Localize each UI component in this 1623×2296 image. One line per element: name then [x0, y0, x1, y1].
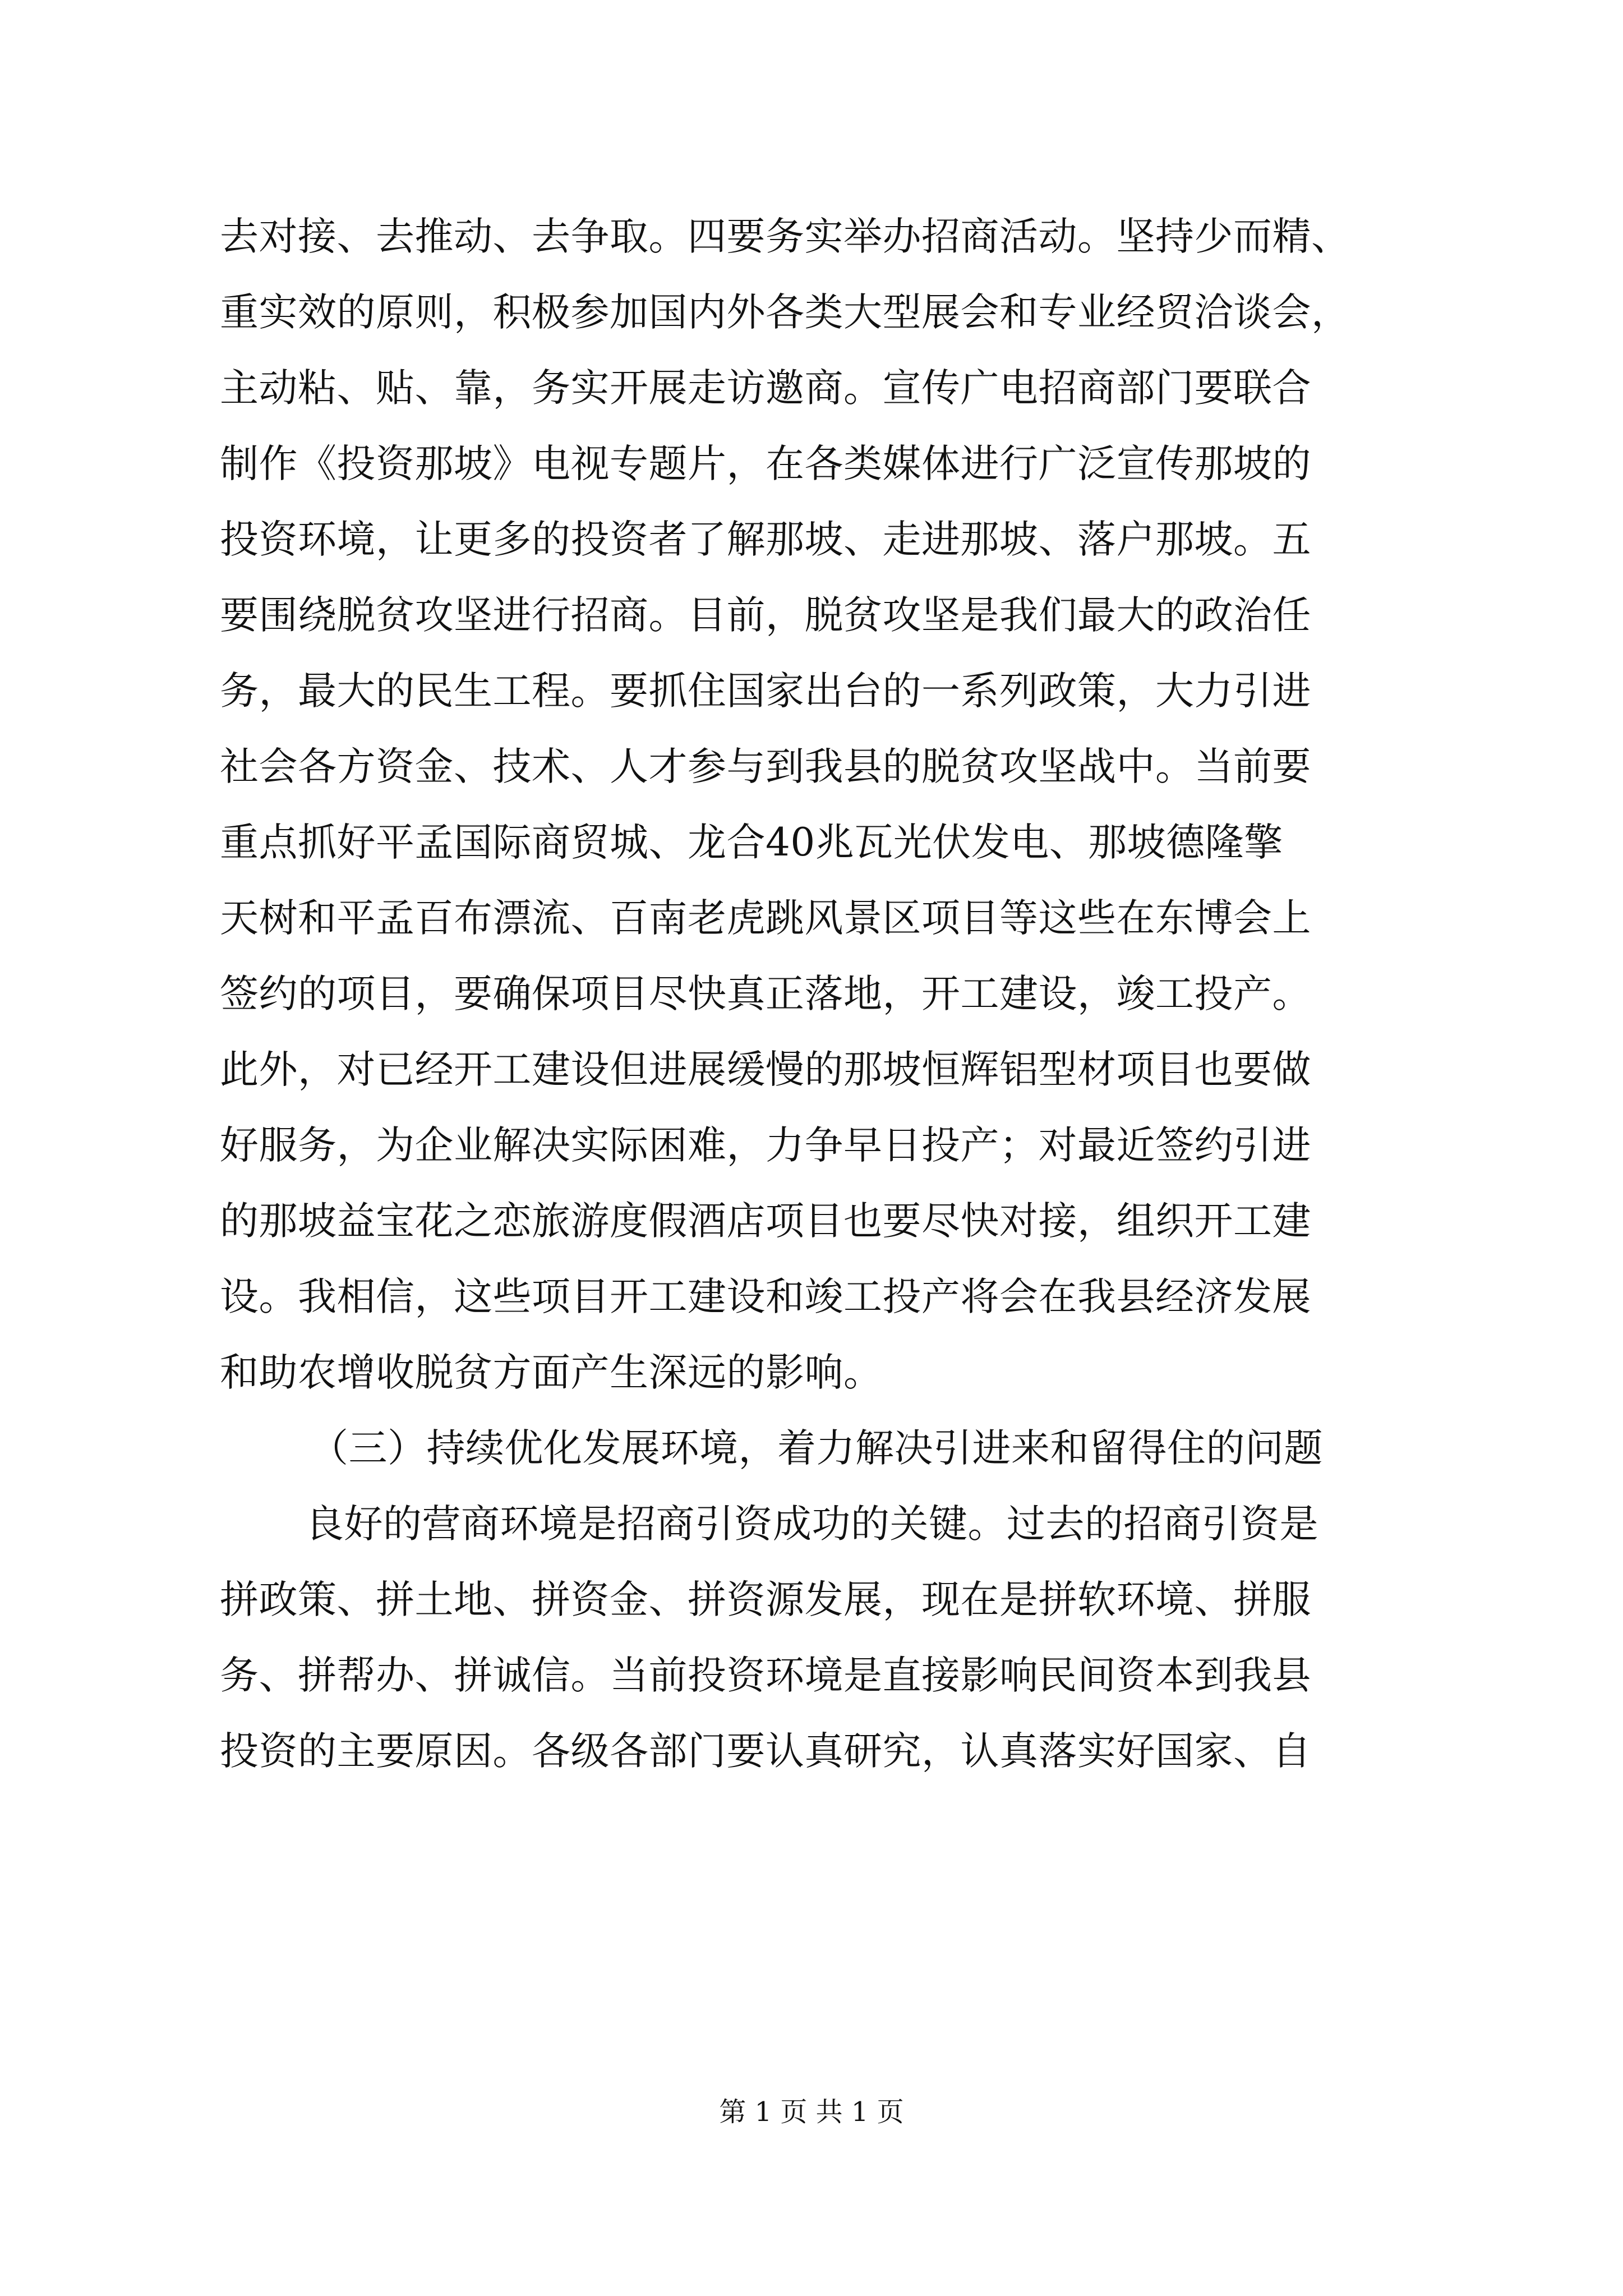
paragraph-line: 拼政策、拼土地、拼资金、拼资源发展，现在是拼软环境、拼服	[220, 1577, 1311, 1622]
paragraph-line: 制作《投资那坡》电视专题片，在各类媒体进行广泛宣传那坡的	[220, 441, 1311, 486]
paragraph-line: 此外，对已经开工建设但进展缓慢的那坡恒辉铝型材项目也要做	[220, 1047, 1311, 1092]
section-heading: （三）持续优化发展环境，着力解决引进来和留得住的问题	[310, 1426, 1323, 1471]
paragraph-line: 好服务，为企业解决实际困难，力争早日投产；对最近签约引进	[220, 1123, 1311, 1168]
paragraph-line: 重实效的原则，积极参加国内外各类大型展会和专业经贸洽谈会，	[220, 290, 1350, 335]
paragraph-line: 务，最大的民生工程。要抓住国家出台的一系列政策，大力引进	[220, 669, 1311, 714]
paragraph-line: 设。我相信，这些项目开工建设和竣工投产将会在我县经济发展	[220, 1274, 1311, 1319]
paragraph-line: 的那坡益宝花之恋旅游度假酒店项目也要尽快对接，组织开工建	[220, 1199, 1311, 1244]
page-footer: 第 1 页 共 1 页	[719, 2096, 904, 2128]
paragraph-line: 良好的营商环境是招商引资成功的关键。过去的招商引资是	[305, 1502, 1318, 1547]
paragraph-line: 和助农增收脱贫方面产生深远的影响。	[220, 1350, 883, 1395]
paragraph-line: 投资的主要原因。各级各部门要认真研究，认真落实好国家、自	[220, 1729, 1311, 1774]
paragraph-line: 天树和平孟百布漂流、百南老虎跳风景区项目等这些在东博会上	[220, 896, 1311, 941]
paragraph-line: 要围绕脱贫攻坚进行招商。目前，脱贫攻坚是我们最大的政治任	[220, 593, 1311, 638]
paragraph-line: 投资环境，让更多的投资者了解那坡、走进那坡、落户那坡。五	[220, 517, 1311, 562]
paragraph-line: 务、拼帮办、拼诚信。当前投资环境是直接影响民间资本到我县	[220, 1653, 1311, 1698]
paragraph-line: 主动粘、贴、靠，务实开展走访邀商。宣传广电招商部门要联合	[220, 366, 1311, 411]
document-body	[220, 199, 1437, 1789]
paragraph-line: 签约的项目，要确保项目尽快真正落地，开工建设，竣工投产。	[220, 972, 1311, 1016]
paragraph-line: 重点抓好平孟国际商贸城、龙合40兆瓦光伏发电、那坡德隆擎	[220, 820, 1283, 865]
paragraph-line: 去对接、去推动、去争取。四要务实举办招商活动。坚持少而精、	[220, 214, 1350, 259]
paragraph-line: 社会各方资金、技术、人才参与到我县的脱贫攻坚战中。当前要	[220, 744, 1311, 789]
